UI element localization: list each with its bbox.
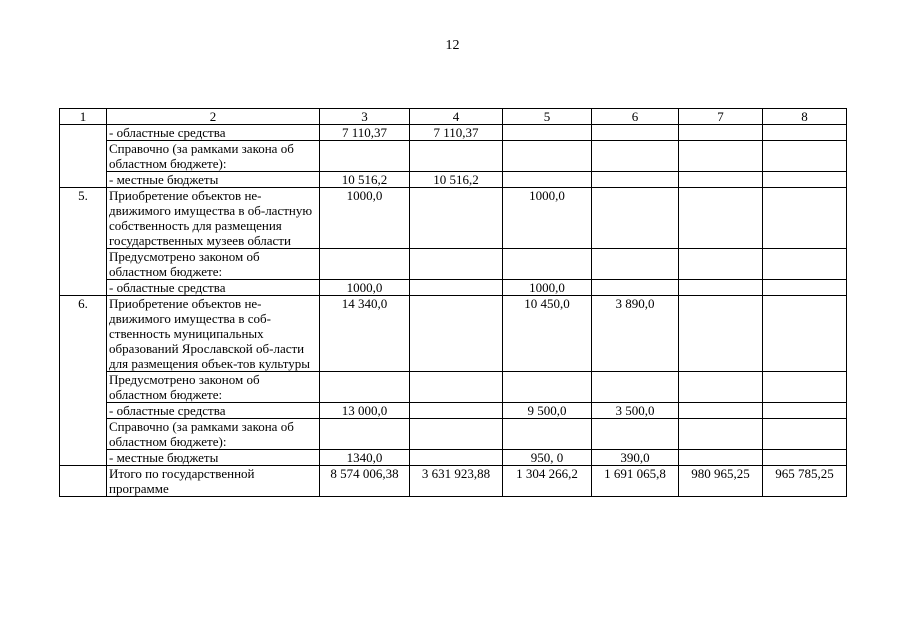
value-cell <box>763 372 847 403</box>
value-cell <box>503 419 592 450</box>
row-number-cell: 5. <box>60 188 107 296</box>
value-cell <box>410 249 503 280</box>
description-cell: - местные бюджеты <box>107 172 320 188</box>
value-cell <box>763 403 847 419</box>
value-cell: 1000,0 <box>503 280 592 296</box>
value-cell <box>410 188 503 249</box>
header-cell: 6 <box>592 109 679 125</box>
description-cell: Приобретение объектов не-движимого имущества в соб-ственность муниципальных образований Ярославской об-ласти для размещения объек-тов культуры <box>107 296 320 372</box>
table-row <box>60 280 847 296</box>
value-cell: 3 631 923,88 <box>410 466 503 497</box>
value-cell <box>503 125 592 141</box>
value-cell: 13 000,0 <box>320 403 410 419</box>
value-cell: 8 574 006,38 <box>320 466 410 497</box>
row-number-cell: 6. <box>60 296 107 466</box>
value-cell <box>503 249 592 280</box>
table-row <box>60 249 847 280</box>
value-cell: 10 516,2 <box>320 172 410 188</box>
value-cell: 3 890,0 <box>592 296 679 372</box>
value-cell <box>763 188 847 249</box>
value-cell: 10 450,0 <box>503 296 592 372</box>
value-cell: 980 965,25 <box>679 466 763 497</box>
page-number: 12 <box>445 38 460 53</box>
table-row <box>60 296 847 372</box>
description-cell: Предусмотрено законом об областном бюджете: <box>107 372 320 403</box>
value-cell <box>679 372 763 403</box>
value-cell <box>410 280 503 296</box>
table-row <box>60 125 847 141</box>
header-cell: 7 <box>679 109 763 125</box>
value-cell <box>679 249 763 280</box>
value-cell: 14 340,0 <box>320 296 410 372</box>
budget-table <box>59 108 847 497</box>
value-cell <box>763 280 847 296</box>
value-cell <box>763 141 847 172</box>
header-cell: 1 <box>60 109 107 125</box>
value-cell: 1000,0 <box>320 188 410 249</box>
value-cell: 965 785,25 <box>763 466 847 497</box>
table-row <box>60 403 847 419</box>
table-row <box>60 188 847 249</box>
value-cell <box>592 280 679 296</box>
value-cell <box>410 372 503 403</box>
header-cell: 5 <box>503 109 592 125</box>
value-cell <box>592 372 679 403</box>
value-cell: 1 304 266,2 <box>503 466 592 497</box>
value-cell <box>320 419 410 450</box>
value-cell <box>679 296 763 372</box>
value-cell <box>503 372 592 403</box>
header-cell: 8 <box>763 109 847 125</box>
value-cell <box>763 419 847 450</box>
value-cell: 1000,0 <box>320 280 410 296</box>
total-row <box>60 466 847 497</box>
value-cell <box>592 188 679 249</box>
value-cell <box>679 141 763 172</box>
value-cell <box>679 450 763 466</box>
header-cell: 2 <box>107 109 320 125</box>
value-cell: 1 691 065,8 <box>592 466 679 497</box>
table-row <box>60 419 847 450</box>
description-cell: - областные средства <box>107 125 320 141</box>
value-cell: 1000,0 <box>503 188 592 249</box>
value-cell <box>679 403 763 419</box>
value-cell <box>763 249 847 280</box>
table-row <box>60 372 847 403</box>
table-row <box>60 141 847 172</box>
value-cell: 1340,0 <box>320 450 410 466</box>
value-cell <box>320 372 410 403</box>
value-cell <box>503 141 592 172</box>
value-cell <box>679 280 763 296</box>
row-number-cell <box>60 466 107 497</box>
value-cell <box>679 125 763 141</box>
value-cell <box>320 141 410 172</box>
value-cell <box>592 125 679 141</box>
table-row <box>60 450 847 466</box>
description-cell: Справочно (за рамками закона об областном бюджете): <box>107 419 320 450</box>
value-cell: 7 110,37 <box>320 125 410 141</box>
description-cell: Предусмотрено законом об областном бюджете: <box>107 249 320 280</box>
header-cell: 4 <box>410 109 503 125</box>
description-cell: - областные средства <box>107 403 320 419</box>
value-cell: 950, 0 <box>503 450 592 466</box>
description-cell: - местные бюджеты <box>107 450 320 466</box>
value-cell <box>410 141 503 172</box>
value-cell <box>592 419 679 450</box>
value-cell <box>592 141 679 172</box>
table-header-row <box>60 109 847 125</box>
row-number-cell <box>60 125 107 188</box>
value-cell <box>320 249 410 280</box>
header-cell: 3 <box>320 109 410 125</box>
value-cell <box>679 172 763 188</box>
value-cell <box>763 296 847 372</box>
value-cell: 10 516,2 <box>410 172 503 188</box>
description-cell: - областные средства <box>107 280 320 296</box>
value-cell: 9 500,0 <box>503 403 592 419</box>
value-cell <box>410 419 503 450</box>
value-cell <box>592 249 679 280</box>
description-cell: Справочно (за рамками закона об областном бюджете): <box>107 141 320 172</box>
value-cell <box>679 188 763 249</box>
value-cell: 3 500,0 <box>592 403 679 419</box>
value-cell <box>592 172 679 188</box>
value-cell <box>763 125 847 141</box>
table-row <box>60 172 847 188</box>
value-cell <box>410 296 503 372</box>
value-cell: 390,0 <box>592 450 679 466</box>
description-cell: Приобретение объектов не-движимого имущества в об-ластную собственность для размещения государственных музеев области <box>107 188 320 249</box>
value-cell <box>410 450 503 466</box>
value-cell <box>763 172 847 188</box>
value-cell <box>503 172 592 188</box>
value-cell <box>679 419 763 450</box>
value-cell: 7 110,37 <box>410 125 503 141</box>
description-cell: Итого по государственной программе <box>107 466 320 497</box>
value-cell <box>763 450 847 466</box>
value-cell <box>410 403 503 419</box>
